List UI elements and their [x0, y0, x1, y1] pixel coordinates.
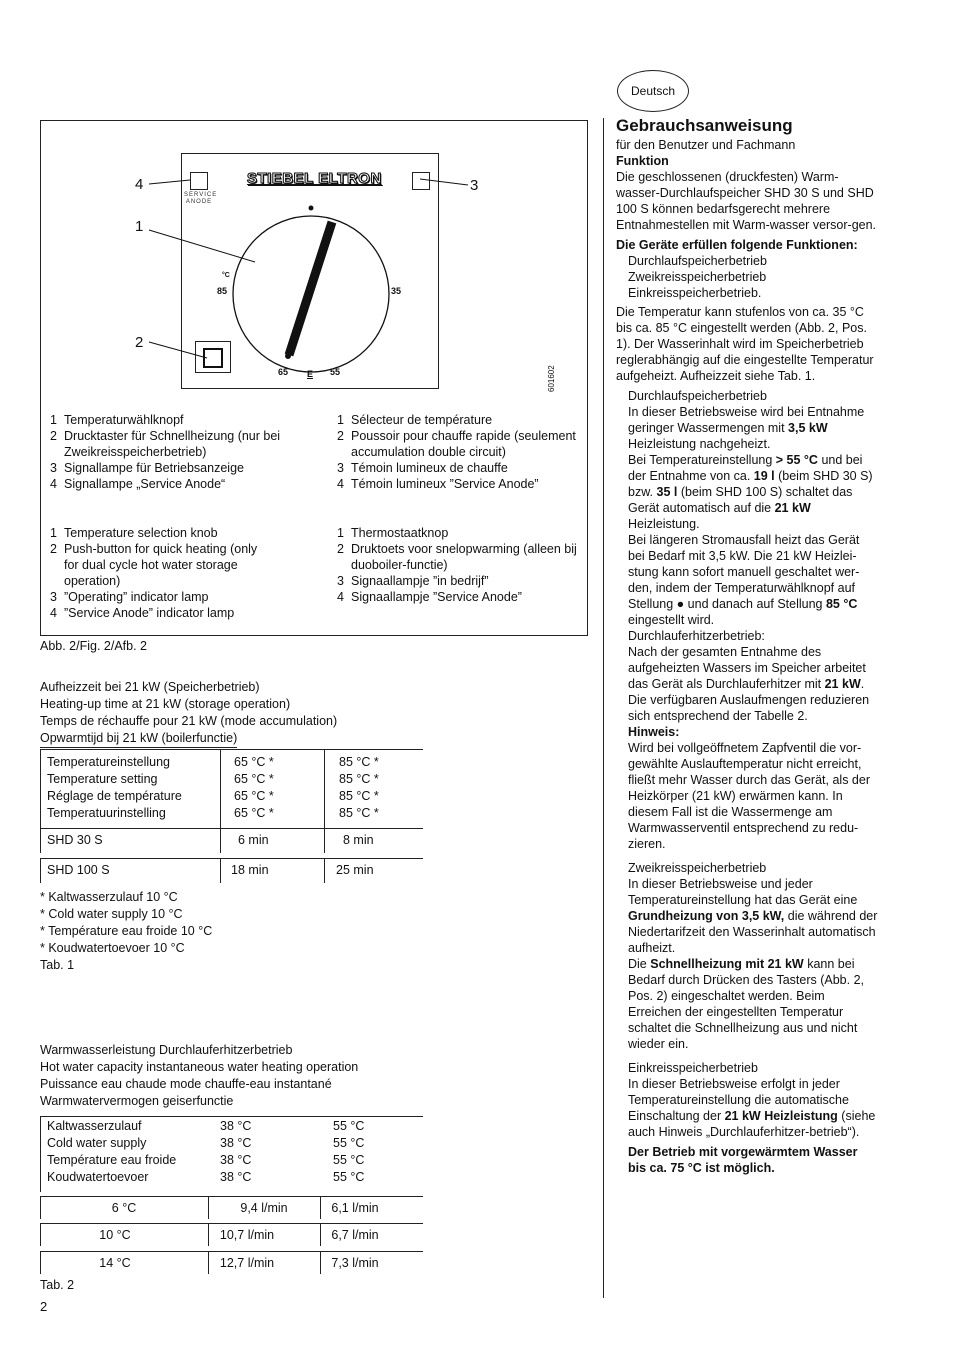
temperature-paragraph: Die Temperatur kann stufenlos von ca. 35 °C bis ca. 85 °C eingestellt werden (Abb. 2, Pos. 1). Der Wasserinhalt wird im Speicherbetrieb reglerabhängig auf die eingestellte Temperatur aufgeheizt. Aufheizzeit siehe Tab. 1. [616, 305, 874, 383]
table2-caption: Tab. 2 [40, 1278, 75, 1292]
table-cell: SHD 100 S [47, 863, 110, 877]
table-cell: 14 °C [99, 1256, 131, 1270]
legend-fr: 1 Sélecteur de température 2 Poussoir pour chauffe rapide (seulement accumulation double circuit) 3 Témoin lumineux de chauffe 4 Témoin lumineux ”Service Anode” [337, 413, 576, 491]
dial-dot-mark [309, 206, 314, 211]
table-cell: 6 °C [111, 1201, 137, 1215]
legend-nl: 1 Thermostaatknop 2 Druktoets voor snelopwarming (alleen bij duoboiler-functie) 3 Signaallampje ”in bedrijf” 4 Signaallampje ”Service Anode” [337, 526, 577, 604]
table2-rule [40, 1196, 423, 1197]
table-cell: 10,7 l/min [219, 1228, 275, 1242]
table1-heading: Aufheizzeit bei 21 kW (Speicherbetrieb) Heating-up time at 21 kW (storage operation) Temps de réchauffe pour 21 kW (mode accumulation) Opwarmtijd bij 21 kW (boilerfunctie) [40, 679, 337, 748]
dial-mark-55: 55 [330, 367, 341, 377]
table2-header-labels: Kaltwasserzulauf Cold water supply Température eau froide Koudwatertoevoer [47, 1119, 177, 1184]
dial-pointer-tip [285, 353, 291, 359]
table1-col1: 65 °C * 65 °C * 65 °C * 65 °C * [234, 755, 274, 820]
table-cell: 18 min [231, 863, 269, 877]
table2-heading: Warmwasserleistung Durchlauferhitzerbetrieb Hot water capacity instantaneous water heating operation Puissance eau chaude mode chauffe-eau instantané Warmwatervermogen geiserfunctie [40, 1043, 359, 1108]
funktion-heading: Funktion [616, 154, 669, 168]
service-anode-label: SERVICE ANODE [184, 192, 218, 205]
dial-eco-symbol: E [307, 369, 314, 379]
table2-rule [40, 1116, 423, 1117]
table1-rule [40, 749, 423, 750]
table2-col2: 55 °C 55 °C 55 °C 55 °C [333, 1119, 365, 1184]
callout-1: 1 [135, 218, 144, 235]
language-tab: Deutsch [617, 70, 689, 112]
table2-rule [40, 1223, 423, 1224]
figure-number: 601602 [547, 365, 556, 392]
section-subtitle: für den Benutzer und Fachmann [616, 138, 796, 152]
dial-mark-65: 65 [278, 367, 289, 377]
callout-2: 2 [135, 334, 144, 351]
table2-rule [40, 1251, 423, 1252]
dial-mark-35: 35 [391, 286, 402, 296]
callout-3: 3 [470, 177, 479, 194]
figure-caption: Abb. 2/Fig. 2/Afb. 2 [40, 639, 148, 653]
table1-col2: 85 °C * 85 °C * 85 °C * 85 °C * [339, 755, 379, 820]
funktion-paragraph: Die geschlossenen (druckfesten) Warm-wasser-Durchlaufspeicher SHD 30 S und SHD 100 S können bedarfsgerecht mehrere Entnahmestellen mit Warm-wasser versor-gen. [616, 170, 877, 232]
table-cell: 6,1 l/min [331, 1201, 379, 1215]
table1-rule [40, 828, 423, 829]
mode-durchlauf: Durchlaufspeicherbetrieb In dieser Betriebsweise wird bei Entnahme geringer Wassermengen mit 3,5 kW Heizleistung nachgeheizt. Bei Temperatureinstellung > 55 °C und bei der Entnahme von ca. 19 l (beim SHD 30 S) bzw. 35 l (beim SHD 100 S) schaltet das Gerät automatisch auf die 21 kW Heizleistung. Bei längeren Stromausfall heizt das Gerät bei Bedarf mit 3,5 kW. Die 21 kW Heizlei-stung kann sofort manuell geschaltet wer-den, indem der Temperaturwählknopf auf Stellung ● und danach auf Stellung 85 °C eingestellt wird. Durchlauferhitzerbetrieb: Nach der gesamten Entnahme des aufgeheizten Wassers im Speicher arbeitet das Gerät als Durchlauferhitzer mit 21 kW. Die verfügbaren Auslaufmengen reduzieren sich entsprechend der Tabelle 2. Hinweis: Wird bei vollgeöffnetem Zapfventil die vor-gewählte Auslauftemperatur nicht erreicht, fließt mehr Wasser durch das Gerät, als der Heizkörper (21 kW) erwärmen kann. In diesem Fall ist die Wassermenge am Warmwasserventil entsprechend zu redu-zieren. Zweikreisspeicherbetrieb In dieser Betriebsweise und jeder Temperatureinstellung hat das Gerät eine Grundheizung von 3,5 kW, die während der Niedertarifzeit den Wasserinhalt automatisch aufheizt. Die Schnellheizung mit 21 kW kann bei Bedarf durch Drücken des Tasters (Abb. 2, Pos. 2) eingeschaltet werden. Beim Erreichen der eingestellten Temperatur schaltet die Schnellheizung aus und nicht wieder ein. Einkreisspeicherbetrieb In dieser Betriebsweise erfolgt in jeder Temperatureinstellung die automatische Einschaltung der 21 kW Heizleistung (siehe auch Hinweis „Durchlauferhitzer-betrieb“). Der Betrieb mit vorgewärmtem Wasser bis ca. 75 °C ist möglich. [628, 389, 878, 1175]
legend-de: 1 Temperaturwählknopf 2 Drucktaster für Schnellheizung (nur bei Zweikreisspeicherbetrieb) 3 Signallampe für Betriebsanzeige 4 Signallampe „Service Anode“ [50, 413, 281, 491]
table-cell: 25 min [336, 863, 374, 877]
table-cell: 10 °C [99, 1228, 131, 1242]
instructions-column [616, 118, 878, 1180]
table-cell: 12,7 l/min [219, 1256, 275, 1270]
table-cell: 6 min [238, 833, 269, 847]
table-cell: SHD 30 S [47, 833, 103, 847]
table1-notes: * Kaltwasserzulauf 10 °C * Cold water supply 10 °C * Température eau froide 10 °C * Koudwatertoevoer 10 °C Tab. 1 [40, 890, 213, 972]
table1-rule [40, 858, 423, 859]
table-cell: 9,4 l/min [240, 1201, 288, 1215]
page-number: 2 [40, 1299, 48, 1314]
dial-mark-85: 85 [217, 286, 228, 296]
functions-list: Durchlaufspeicherbetrieb Zweikreisspeicherbetrieb Einkreisspeicherbetrieb. [628, 254, 767, 300]
functions-heading: Die Geräte erfüllen folgende Funktionen: [616, 238, 858, 252]
section-title: Gebrauchsanweisung [616, 116, 793, 135]
table-cell: 8 min [343, 833, 374, 847]
legend-en: 1 Temperature selection knob 2 Push-button for quick heating (only for dual cycle hot water storage operation) 3 ”Operating” indicator lamp 4 ”Service Anode” indicator lamp [50, 526, 258, 620]
table2-col1: 38 °C 38 °C 38 °C 38 °C [220, 1119, 252, 1184]
table-cell: 7,3 l/min [331, 1256, 379, 1270]
table-cell: 6,7 l/min [331, 1228, 379, 1242]
dial-unit: °C [222, 272, 230, 279]
dial-pointer [289, 222, 332, 355]
brand-logo: STIEBEL ELTRON [247, 170, 382, 187]
table1-header-labels: Temperatureinstellung Temperature setting Réglage de température Temperatuurinstelling [47, 755, 182, 820]
callout-4: 4 [135, 176, 144, 193]
